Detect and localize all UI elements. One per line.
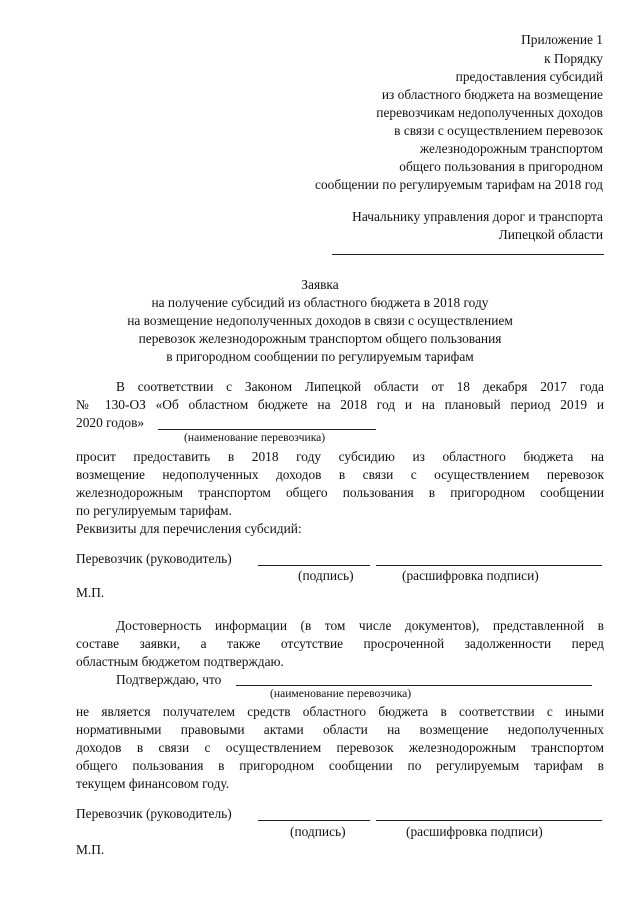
signature-hint: (подпись) bbox=[290, 824, 346, 839]
request-line: возмещение недополученных доходов в связи с осуществлением перевозок bbox=[76, 467, 604, 482]
signature-decode-hint: (расшифровка подписи) bbox=[402, 568, 539, 583]
signer-label: Перевозчик (руководитель) bbox=[76, 551, 232, 566]
signature-decode-hint: (расшифровка подписи) bbox=[406, 824, 543, 839]
signature-decode-blank bbox=[376, 820, 602, 821]
intro-line: В соответствии с Законом Липецкой области от 18 декабря 2017 года bbox=[116, 379, 604, 394]
addressee-line: Начальнику управления дорог и транспорта bbox=[352, 209, 603, 224]
request-line: по регулируемым тарифам. bbox=[76, 503, 232, 518]
requisites-label: Реквизиты для перечисления субсидий: bbox=[76, 521, 302, 536]
appendix-line: сообщении по регулируемым тарифам на 2018 год bbox=[315, 177, 603, 192]
reliability-line: Достоверность информации (в том числе документов), представленной в bbox=[116, 618, 604, 633]
carrier-name-hint: (наименование перевозчика) bbox=[270, 687, 412, 700]
confirm-start: Подтверждаю, что bbox=[116, 672, 222, 687]
carrier-name-blank bbox=[158, 429, 376, 430]
signature-decode-blank bbox=[376, 565, 602, 566]
title-line: в пригородном сообщении по регулируемым тарифам bbox=[166, 349, 474, 364]
reliability-line: составе заявки, а также отсутствие просроченной задолженности перед bbox=[76, 636, 604, 651]
title-line: на получение субсидий из областного бюджета в 2018 году bbox=[151, 295, 489, 310]
appendix-line: железнодорожным транспортом bbox=[419, 141, 603, 156]
addressee-blank-line bbox=[332, 254, 604, 255]
title-line: перевозок железнодорожным транспортом общего пользования bbox=[138, 331, 502, 346]
intro-line: № 130-ОЗ «Об областном бюджете на 2018 год и на плановый период 2019 и bbox=[76, 397, 604, 412]
title-line: на возмещение недополученных доходов в связи с осуществлением bbox=[127, 313, 513, 328]
intro-line: 2020 годов» bbox=[76, 415, 145, 430]
confirm-line: не является получателем средств областного бюджета в соответствии с иными bbox=[76, 704, 604, 719]
appendix-line: в связи с осуществлением перевозок bbox=[394, 123, 603, 138]
signer-label: Перевозчик (руководитель) bbox=[76, 806, 232, 821]
reliability-line: областным бюджетом подтверждаю. bbox=[76, 654, 284, 669]
appendix-line: к Порядку bbox=[544, 51, 603, 66]
confirm-line: общего пользования в пригородном сообщении по регулируемым тарифам в bbox=[76, 758, 604, 773]
appendix-line: предоставления субсидий bbox=[455, 69, 603, 84]
request-line: просит предоставить в 2018 году субсидию из областного бюджета на bbox=[76, 449, 604, 464]
confirm-line: текущем финансовом году. bbox=[76, 776, 230, 791]
appendix-line: из областного бюджета на возмещение bbox=[381, 87, 603, 102]
signature-blank bbox=[258, 820, 370, 821]
confirm-line: нормативными правовыми актами области на возмещение недополученных bbox=[76, 722, 604, 737]
signature-hint: (подпись) bbox=[298, 568, 354, 583]
appendix-line: перевозчикам недополученных доходов bbox=[376, 105, 603, 120]
carrier-name-blank bbox=[236, 685, 592, 686]
request-line: железнодорожным транспортом общего пользования в пригородном сообщении bbox=[76, 485, 604, 500]
stamp-label: М.П. bbox=[76, 585, 105, 600]
appendix-line: Приложение 1 bbox=[521, 32, 603, 47]
title-heading: Заявка bbox=[301, 277, 339, 292]
signature-blank bbox=[258, 565, 370, 566]
carrier-name-hint: (наименование перевозчика) bbox=[184, 431, 326, 444]
addressee-line: Липецкой области bbox=[498, 227, 603, 242]
confirm-line: доходов в связи с осуществлением перевозок железнодорожным транспортом bbox=[76, 740, 604, 755]
appendix-line: общего пользования в пригородном bbox=[399, 159, 603, 174]
stamp-label: М.П. bbox=[76, 842, 105, 857]
